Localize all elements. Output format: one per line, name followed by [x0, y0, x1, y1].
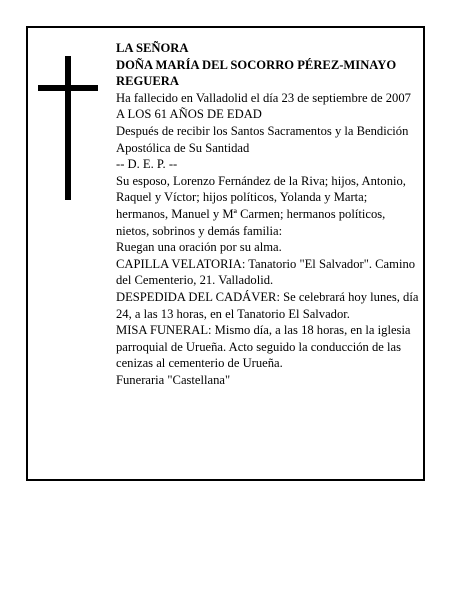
deceased-name-line1: DOÑA MARÍA DEL SOCORRO PÉREZ-MINAYO [116, 57, 397, 72]
funeral-home: Funeraria "Castellana" [116, 372, 231, 387]
prayer-request: Ruegan una oración por su alma. [116, 240, 282, 255]
notice-title: LA SEÑORA [116, 41, 189, 55]
mass-info: MISA FUNERAL: Mismo día, a las 18 horas, en la iglesia parroquial de Urueña. Acto seguido la conducción de las cenizas al cementerio de Urueña. [116, 323, 411, 371]
cross-icon [38, 56, 98, 200]
chapel-info: CAPILLA VELATORIA: Tanatorio "El Salvador". Camino del Cementerio, 21. Valladolid. [116, 256, 416, 288]
obituary-notice [26, 26, 425, 481]
notice-text [116, 40, 421, 388]
cross-horizontal-bar [38, 85, 98, 91]
rip-line: -- D. E. P. -- [116, 157, 178, 172]
farewell-info: DESPEDIDA DEL CADÁVER: Se celebrará hoy lunes, día 24, a las 13 horas, en el Tanatorio El Salvador. [116, 289, 419, 321]
cross-vertical-bar [65, 56, 71, 200]
age-statement: A LOS 61 AÑOS DE EDAD [116, 107, 262, 122]
sacraments-statement: Después de recibir los Santos Sacramentos y la Bendición Apostólica de Su Santidad [116, 123, 409, 155]
family-list: Su esposo, Lorenzo Fernández de la Riva; hijos, Antonio, Raquel y Víctor; hijos políticos, Yolanda y Marta; hermanos, Manuel y Mª Carmen; hermanos políticos, nietos, sobrinos y demás familia: [116, 173, 406, 238]
death-statement: Ha fallecido en Valladolid el día 23 de septiembre de 2007 [116, 90, 411, 105]
deceased-name-line2: REGUERA [116, 74, 179, 89]
